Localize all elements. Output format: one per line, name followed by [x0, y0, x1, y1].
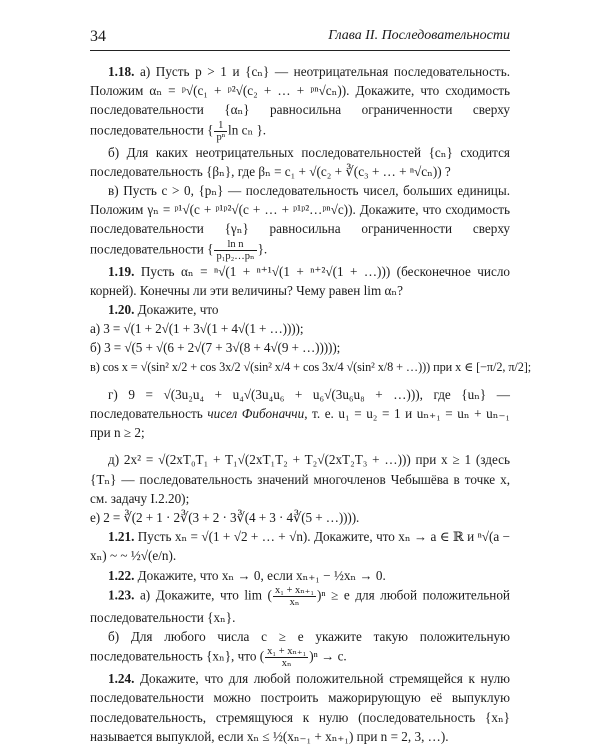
page-header	[90, 24, 510, 51]
problem-text: а) Докажите, что lim	[139, 587, 262, 603]
problem-1-18-c: в) Пусть c > 0, {pₙ} — последовательность чисел, больших единицы. Положим γₙ = ᵖ¹√(c + ᵖ¹ᵖ²√(c + … + ᵖ¹ᵖ²…ᵖⁿ√c)). Докажите, что сходимость последовательности {γₙ} равносильна ограниченности сверху последовательности { $\frac{\text{ln n}}{\text{p₁p₂…pₙ}}$ }.	[90, 183, 510, 262]
page-number: 34	[90, 28, 106, 45]
equation-d: г) 9 = √(3u₂u₄ + u₄√(3u₄u₆ + u₆√(3u₆u₈ + …))), где {uₙ} — последовательность чисел Фибоначчи, т. е. u₁ = u₂ = 1 и uₙ₊₁ = uₙ + uₙ₋₁ при n ≥ 2;	[90, 386, 511, 441]
problem-number: 1.21.	[108, 529, 135, 545]
problem-number: 1.23.	[108, 587, 135, 603]
problem-1-23-b: б) Для любого числа c ≥ e укажите такую положительную последовательность {xₙ}, что ( $\frac{\text{x₁ + xₙ₊₁}}{\text{xₙ}}$ )ⁿ → c.	[90, 629, 510, 670]
equation-f: е) 2 = ∛(2 + 1 · 2∛(3 + 2 · 3∛(4 + 3 · 4∛(5 + …)))).	[90, 510, 360, 526]
problem-1-18-b	[90, 143, 510, 181]
fraction: $\frac{1}{\text{pⁿ}}$	[216, 119, 226, 143]
problem-text: Докажите, что	[137, 302, 219, 318]
problem-number: 1.24.	[108, 671, 135, 687]
equation-a: а) 3 = √(1 + 2√(1 + 3√(1 + 4√(1 + …))));	[90, 321, 304, 337]
problem-number: 1.18.	[108, 64, 135, 79]
equation-c: в) cos x = √(sin² x/2 + cos 3x/2 √(sin² x/4 + cos 3x/4 √(sin² x/8 + …))) при x ∈ [−π/2, π/2];	[90, 359, 532, 374]
problem-1-23-a: 1.23. а) Докажите, что lim ( $\frac{\text{x₁ + xₙ₊₁}}{\text{xₙ}}$ )ⁿ ≥ e для любой положительной последовательности {xₙ}.	[90, 584, 510, 625]
problem-text: Докажите, что xₙ → 0, если xₙ₊₁ − ½xₙ → 0.	[137, 567, 386, 583]
chapter-title: Глава II. Последовательности	[328, 28, 510, 43]
problem-text: б) Для любого числа c ≥ e укажите такую положительную последовательность {xₙ}, что	[90, 629, 510, 664]
problem-text: ln cₙ }.	[228, 122, 267, 138]
page-body	[90, 62, 532, 746]
problem-text: Пусть αₙ = ⁿ√(1 + ⁿ⁺¹√(1 + ⁿ⁺²√(1 + …))) (бесконечное число корней). Конечны ли эти величины? Чему равен lim αₙ?	[90, 263, 511, 298]
problem-1-22	[90, 566, 510, 585]
problem-1-21	[90, 527, 510, 565]
problem-text: ⁿ ≥ e для любой положительной последовательности {xₙ}.	[90, 587, 510, 625]
fraction: $\frac{\text{x₁ + xₙ₊₁}}{\text{xₙ}}$	[267, 646, 307, 670]
problem-text: а) Пусть p > 1 и {cₙ} — неотрицательная последовательность. Положим αₙ = ᵖ√(c₁ + ᵖ²√(c₂ + … + ᵖⁿ√cₙ)). Докажите, что сходимость последовательности {αₙ} равносильна ограниченности сверху последовательности	[90, 64, 511, 138]
problem-text: Пусть xₙ = √(1 + √2 + … + √n). Докажите, что xₙ → a ∈ ℝ и ⁿ√(a − xₙ) ~ ~ ½√(e/n).	[90, 529, 511, 564]
problem-text: в) Пусть c > 0, {pₙ} — последовательность чисел, больших единицы. Положим γₙ = ᵖ¹√(c + ᵖ¹ᵖ²√(c + … + ᵖ¹ᵖ²…ᵖⁿ√c)). Докажите, что сходимость последовательности {γₙ} равносильна ограниченности сверху последовательности	[90, 183, 510, 257]
problem-text: Докажите, что для любой положительной стремящейся к нулю последовательности можно построить мажорирующую её выпуклую последовательность, стремящуюся к нулю (последовательность {xₙ} называется выпуклой, если xₙ ≤ ½(xₙ₋₁ + xₙ₊₁) при n = 2, 3, …).	[90, 671, 511, 744]
problem-text: б) Для каких неотрицательных последовательностей {cₙ} сходится последовательность {βₙ}, где βₙ = c₁ + √(c₂ + ∛(c₃ + … + ⁿ√cₙ)) ?	[90, 144, 510, 179]
equation-b: б) 3 = √(5 + √(6 + 2√(7 + 3√(8 + 4√(9 + …)))));	[90, 340, 341, 356]
problem-text: ⁿ → c.	[313, 648, 347, 664]
fibonacci-term: чисел Фибоначчи	[207, 406, 305, 422]
problem-number: 1.20.	[108, 302, 135, 318]
problem-number: 1.22.	[108, 567, 135, 583]
problem-1-20	[90, 300, 510, 319]
problem-number: 1.19.	[108, 263, 135, 279]
fraction: $\frac{\text{x₁ + xₙ₊₁}}{\text{xₙ}}$	[274, 584, 315, 608]
problem-1-24	[90, 669, 510, 746]
fraction: $\frac{\text{ln n}}{\text{p₁p₂…pₙ}}$	[216, 238, 255, 262]
equation-e: д) 2x² = √(2xT₀T₁ + T₁√(2xT₁T₂ + T₂√(2xT₂T₃ + …))) при x ≥ 1 (здесь {Tₙ} — последовательность значений многочленов Чебышёва в точке x, см. задачу I.2.20);	[90, 452, 510, 506]
problem-1-18-a: 1.18. а) Пусть p > 1 и {cₙ} — неотрицательная последовательность. Положим αₙ = ᵖ√(c₁ + ᵖ²√(c₂ + … + ᵖⁿ√cₙ)). Докажите, что сходимость последовательности {αₙ} равносильна ограниченности сверху последовательности { $\frac{1}{\text{pⁿ}}$ ln cₙ }.	[90, 64, 511, 143]
problem-1-19	[90, 262, 510, 300]
